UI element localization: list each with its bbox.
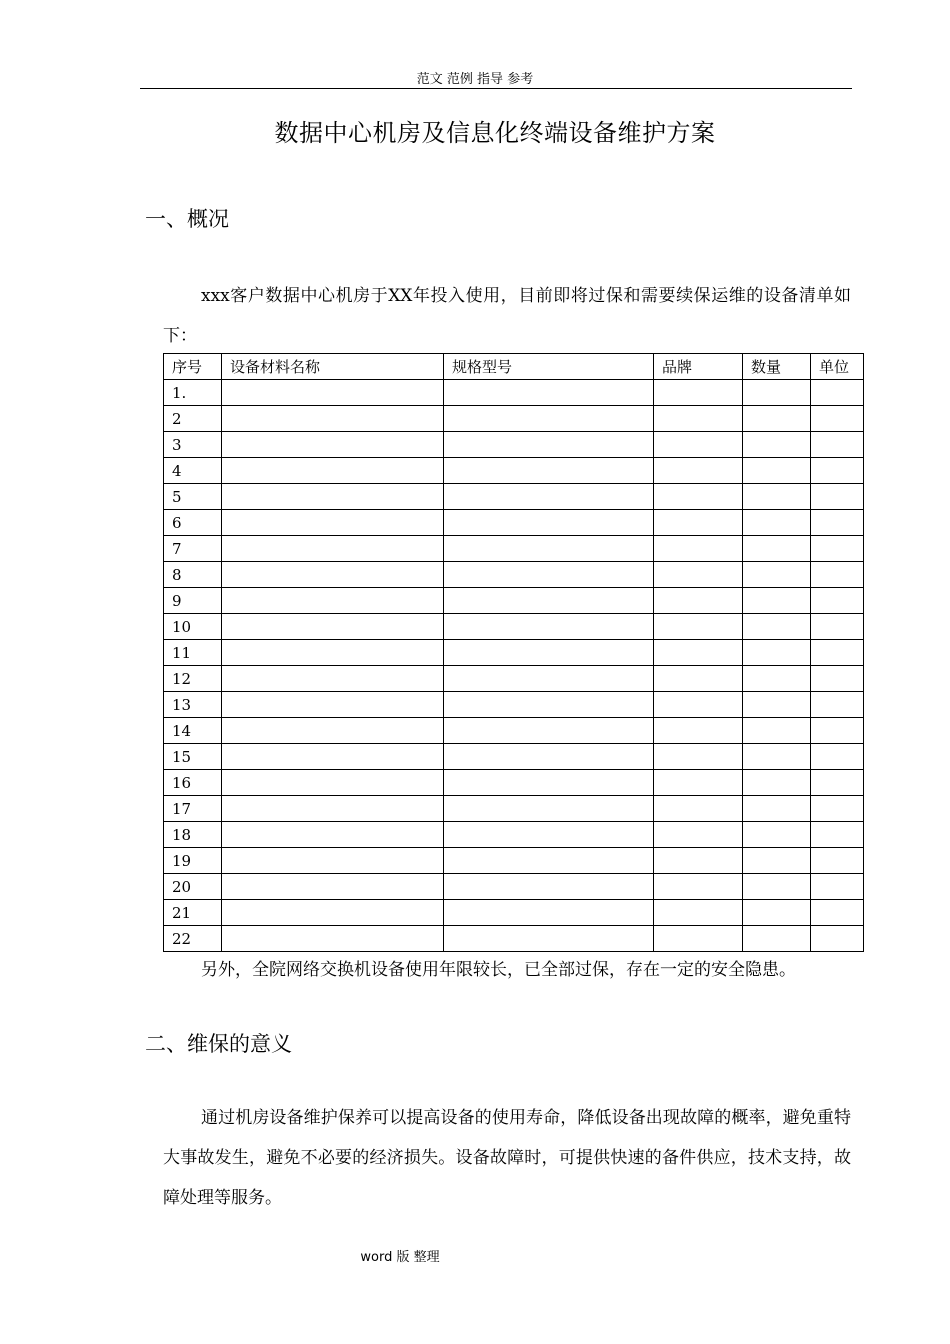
cell-index: 14 (164, 718, 222, 744)
cell-model (444, 380, 654, 406)
cell-index: 9 (164, 588, 222, 614)
cell-name (222, 380, 444, 406)
cell-name (222, 718, 444, 744)
column-header-unit: 单位 (811, 354, 864, 380)
section-heading-overview: 一、概况 (145, 207, 229, 231)
cell-quantity (743, 380, 811, 406)
cell-name (222, 770, 444, 796)
cell-unit (811, 380, 864, 406)
cell-brand (654, 666, 743, 692)
column-header-quantity: 数量 (743, 354, 811, 380)
cell-model (444, 666, 654, 692)
cell-name (222, 536, 444, 562)
cell-model (444, 874, 654, 900)
cell-model (444, 588, 654, 614)
cell-quantity (743, 848, 811, 874)
cell-model (444, 640, 654, 666)
document-title: 数据中心机房及信息化终端设备维护方案 (274, 119, 716, 147)
table-body (164, 380, 864, 952)
cell-quantity (743, 926, 811, 952)
cell-index: 10 (164, 614, 222, 640)
cell-quantity (743, 718, 811, 744)
cell-brand (654, 718, 743, 744)
table-row (164, 796, 864, 822)
cell-model (444, 744, 654, 770)
cell-model (444, 614, 654, 640)
cell-name (222, 692, 444, 718)
table-row (164, 484, 864, 510)
cell-name (222, 484, 444, 510)
cell-model (444, 484, 654, 510)
table-row (164, 770, 864, 796)
table-row (164, 692, 864, 718)
cell-index: 21 (164, 900, 222, 926)
cell-name (222, 432, 444, 458)
cell-brand (654, 510, 743, 536)
cell-index: 20 (164, 874, 222, 900)
cell-unit (811, 900, 864, 926)
table-row (164, 588, 864, 614)
cell-brand (654, 380, 743, 406)
cell-unit (811, 692, 864, 718)
cell-model (444, 562, 654, 588)
cell-model (444, 406, 654, 432)
cell-brand (654, 770, 743, 796)
cell-index: 18 (164, 822, 222, 848)
significance-paragraph: 通过机房设备维护保养可以提高设备的使用寿命，降低设备出现故障的概率，避免重特大事故发生，避免不必要的经济损失。设备故障时，可提供快速的备件供应，技术支持，故障处理等服务。 (163, 1108, 851, 1208)
cell-name (222, 874, 444, 900)
cell-name (222, 510, 444, 536)
table-row (164, 900, 864, 926)
cell-name (222, 796, 444, 822)
cell-index: 6 (164, 510, 222, 536)
cell-model (444, 718, 654, 744)
cell-unit (811, 406, 864, 432)
cell-brand (654, 406, 743, 432)
cell-name (222, 562, 444, 588)
cell-unit (811, 614, 864, 640)
cell-index: 5 (164, 484, 222, 510)
table-row (164, 822, 864, 848)
cell-brand (654, 692, 743, 718)
column-header-name: 设备材料名称 (222, 354, 444, 380)
cell-unit (811, 796, 864, 822)
cell-brand (654, 848, 743, 874)
cell-name (222, 614, 444, 640)
cell-unit (811, 432, 864, 458)
cell-index: 12 (164, 666, 222, 692)
equipment-table (163, 353, 864, 952)
cell-index: 17 (164, 796, 222, 822)
cell-name (222, 640, 444, 666)
cell-quantity (743, 874, 811, 900)
cell-name (222, 900, 444, 926)
cell-unit (811, 484, 864, 510)
column-header-brand: 品牌 (654, 354, 743, 380)
cell-index: 7 (164, 536, 222, 562)
cell-quantity (743, 406, 811, 432)
column-header-model: 规格型号 (444, 354, 654, 380)
cell-model (444, 692, 654, 718)
cell-unit (811, 510, 864, 536)
cell-quantity (743, 484, 811, 510)
cell-model (444, 770, 654, 796)
cell-brand (654, 796, 743, 822)
cell-quantity (743, 770, 811, 796)
cell-index: 13 (164, 692, 222, 718)
cell-quantity (743, 744, 811, 770)
table-row (164, 458, 864, 484)
cell-brand (654, 744, 743, 770)
cell-quantity (743, 588, 811, 614)
cell-quantity (743, 614, 811, 640)
cell-name (222, 744, 444, 770)
cell-unit (811, 562, 864, 588)
cell-quantity (743, 536, 811, 562)
cell-brand (654, 614, 743, 640)
cell-brand (654, 640, 743, 666)
cell-index: 11 (164, 640, 222, 666)
cell-name (222, 458, 444, 484)
table-row (164, 562, 864, 588)
cell-index: 3 (164, 432, 222, 458)
page-footer: word 版 整理 (360, 1250, 440, 1265)
cell-index: 2 (164, 406, 222, 432)
cell-index: 1. (164, 380, 222, 406)
cell-unit (811, 848, 864, 874)
section-heading-significance: 二、维保的意义 (145, 1032, 292, 1056)
cell-index: 19 (164, 848, 222, 874)
cell-brand (654, 588, 743, 614)
table-row (164, 614, 864, 640)
cell-name (222, 588, 444, 614)
cell-index: 8 (164, 562, 222, 588)
cell-model (444, 926, 654, 952)
cell-brand (654, 458, 743, 484)
cell-model (444, 796, 654, 822)
cell-unit (811, 588, 864, 614)
cell-index: 22 (164, 926, 222, 952)
cell-quantity (743, 666, 811, 692)
cell-model (444, 822, 654, 848)
table-row (164, 510, 864, 536)
cell-brand (654, 874, 743, 900)
column-header-index: 序号 (164, 354, 222, 380)
cell-quantity (743, 900, 811, 926)
table-row (164, 380, 864, 406)
cell-brand (654, 562, 743, 588)
cell-unit (811, 874, 864, 900)
table-header-row (164, 354, 864, 380)
cell-model (444, 510, 654, 536)
cell-unit (811, 926, 864, 952)
cell-unit (811, 536, 864, 562)
cell-unit (811, 458, 864, 484)
page-header: 范文 范例 指导 参考 (416, 72, 534, 87)
table-row (164, 874, 864, 900)
cell-quantity (743, 510, 811, 536)
cell-quantity (743, 562, 811, 588)
cell-index: 4 (164, 458, 222, 484)
cell-quantity (743, 692, 811, 718)
overview-intro-paragraph: xxx客户数据中心机房于XX年投入使用，目前即将过保和需要续保运维的设备清单如下： (163, 286, 851, 346)
cell-brand (654, 536, 743, 562)
cell-unit (811, 822, 864, 848)
cell-unit (811, 666, 864, 692)
cell-quantity (743, 432, 811, 458)
table-row (164, 432, 864, 458)
table-row (164, 536, 864, 562)
table-row (164, 926, 864, 952)
cell-unit (811, 744, 864, 770)
cell-index: 15 (164, 744, 222, 770)
cell-name (222, 822, 444, 848)
cell-brand (654, 900, 743, 926)
cell-model (444, 536, 654, 562)
cell-model (444, 848, 654, 874)
overview-closing-paragraph: 另外，全院网络交换机设备使用年限较长，已全部过保，存在一定的安全隐患。 (201, 960, 796, 980)
cell-unit (811, 640, 864, 666)
cell-brand (654, 926, 743, 952)
table-row (164, 666, 864, 692)
cell-unit (811, 718, 864, 744)
cell-brand (654, 822, 743, 848)
cell-name (222, 666, 444, 692)
cell-unit (811, 770, 864, 796)
table-row (164, 744, 864, 770)
table-row (164, 718, 864, 744)
cell-brand (654, 432, 743, 458)
table-row (164, 848, 864, 874)
cell-quantity (743, 458, 811, 484)
cell-model (444, 900, 654, 926)
cell-brand (654, 484, 743, 510)
table-row (164, 640, 864, 666)
cell-quantity (743, 796, 811, 822)
header-rule (140, 88, 852, 89)
cell-quantity (743, 640, 811, 666)
cell-index: 16 (164, 770, 222, 796)
cell-name (222, 406, 444, 432)
cell-model (444, 432, 654, 458)
table-row (164, 406, 864, 432)
cell-name (222, 848, 444, 874)
cell-quantity (743, 822, 811, 848)
cell-name (222, 926, 444, 952)
cell-model (444, 458, 654, 484)
